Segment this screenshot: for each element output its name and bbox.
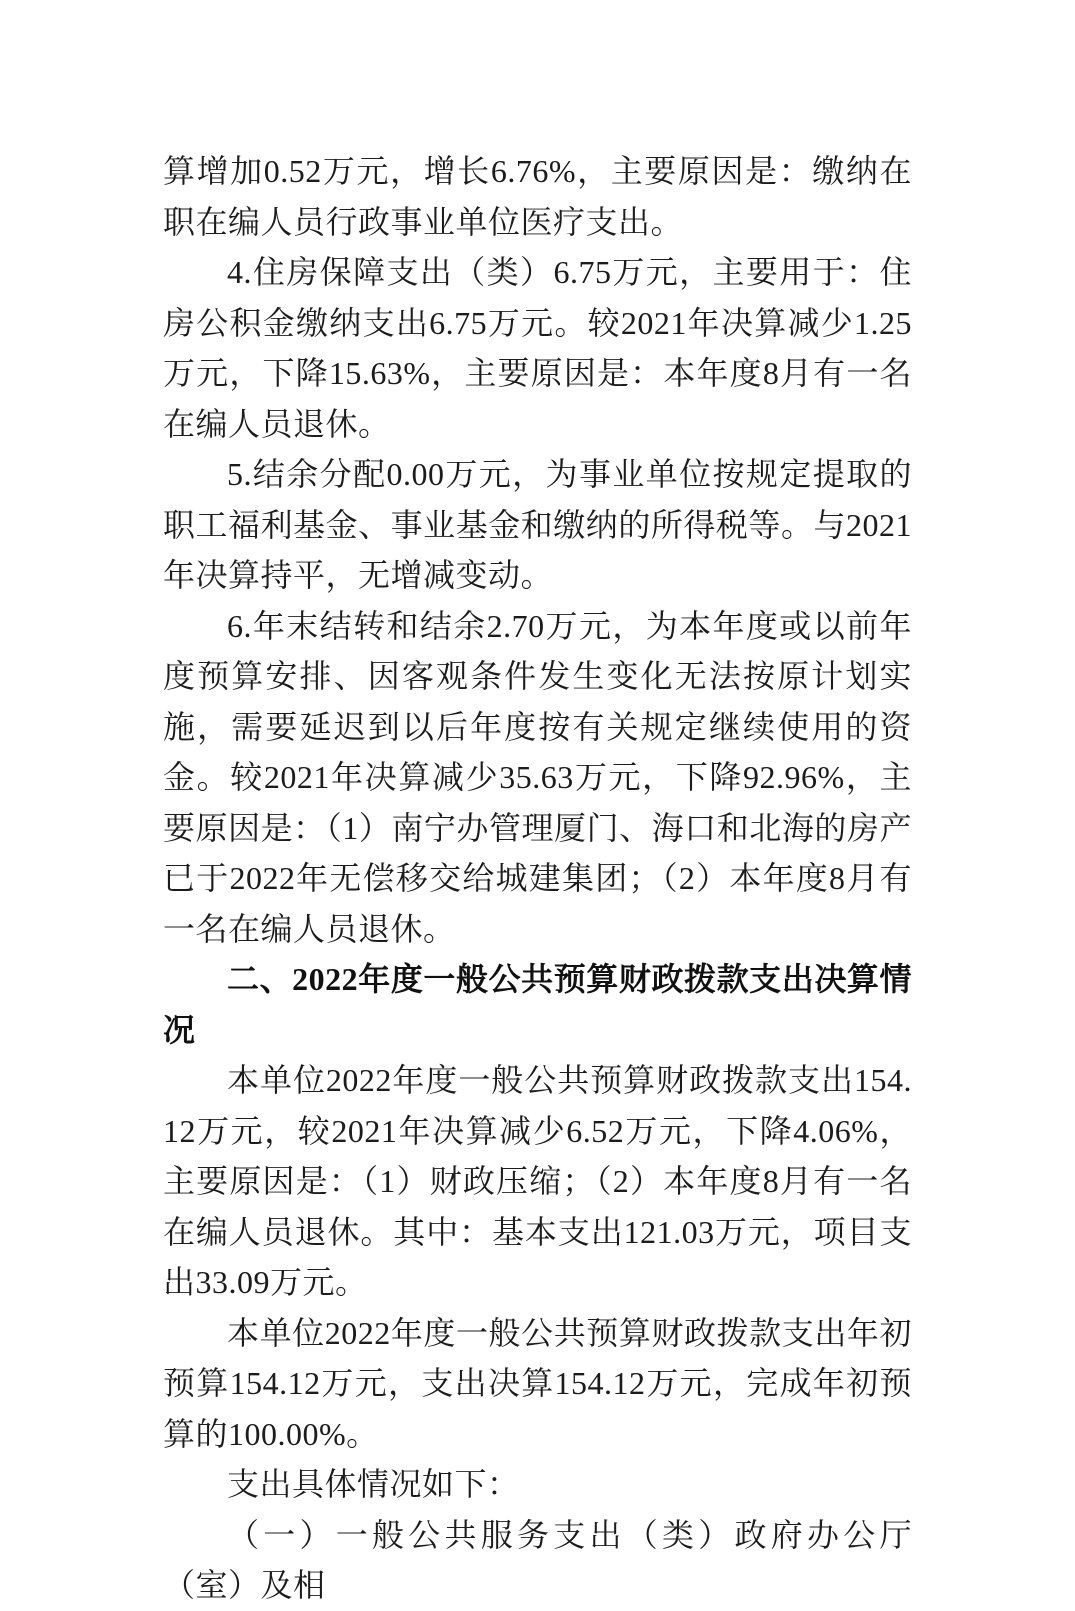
paragraph-expenditure-details-lead-in: 支出具体情况如下： [227,1466,520,1502]
paragraph-continuation: 算增加0.52万元，增长6.76%，主要原因是：缴纳在职在编人员行政事业单位医疗支出。 [163,153,912,240]
paragraph-initial-budget-completion: 本单位2022年度一般公共预算财政拨款支出年初预算154.12万元，支出决算154.12万元，完成年初预算的100.00%。 [163,1314,912,1452]
document-text-body [163,146,912,1611]
paragraph-item-4-housing-security: 4.住房保障支出（类）6.75万元，主要用于：住房公积金缴纳支出6.75万元。较2021年决算减少1.25万元，下降15.63%，主要原因是：本年度8月有一名在编人员退休。 [163,254,912,442]
section-heading-2: 二、2022年度一般公共预算财政拨款支出决算情况 [163,961,912,1048]
paragraph-item-6-year-end-carryover: 6.年末结转和结余2.70万元，为本年度或以前年度预算安排、因客观条件发生变化无法按原计划实施，需要延迟到以后年度按有关规定继续使用的资金。较2021年决算减少35.63万元，下降92.96%，主要原因是：（1）南宁办管理厦门、海口和北海的房产已于2022年无偿移交给城建集团；（2）本年度8月有一名在编人员退休。 [163,607,912,947]
paragraph-general-budget-expenditure: 本单位2022年度一般公共预算财政拨款支出154.12万元，较2021年决算减少6.52万元，下降4.06%，主要原因是：（1）财政压缩；（2）本年度8月有一名在编人员退休。其中：基本支出121.03万元，项目支出33.09万元。 [163,1062,912,1300]
paragraph-sub-item-1-truncated: （一）一般公共服务支出（类）政府办公厅（室）及相 [163,1516,912,1603]
paragraph-item-5-surplus-distribution: 5.结余分配0.00万元，为事业单位按规定提取的职工福利基金、事业基金和缴纳的所得税等。与2021年决算持平，无增减变动。 [163,456,912,593]
